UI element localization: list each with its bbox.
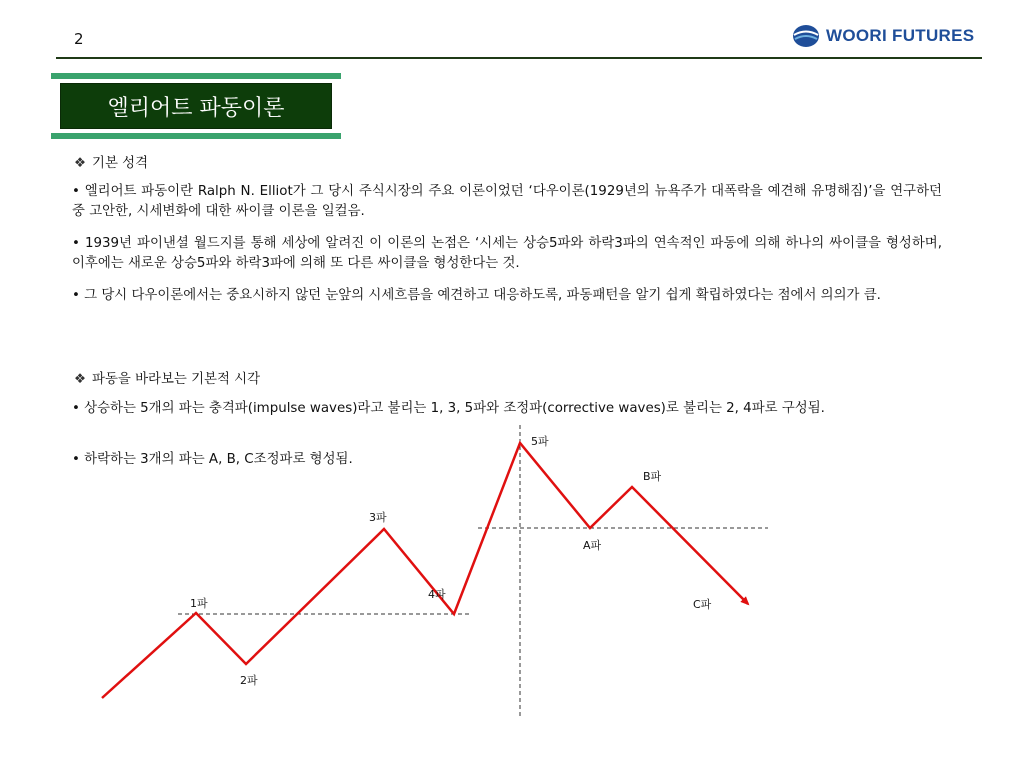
- wave-label-a: A파: [583, 539, 602, 552]
- brand-name: WOORI FUTURES: [826, 26, 975, 45]
- wave-label-1: 1파: [190, 597, 208, 610]
- wave-label-b: B파: [643, 470, 662, 483]
- diamond-bullet-icon: ❖: [74, 372, 87, 387]
- diamond-bullet-icon: ❖: [74, 156, 87, 171]
- paragraph: • 하락하는 3개의 파는 A, B, C조정파로 형성됨.: [72, 452, 353, 467]
- paragraph: • 그 당시 다우이론에서는 중요시하지 않던 눈앞의 시세흐름을 예견하고 대응하도록, 파동패턴을 알기 쉽게 확립하였다는 점에서 의의가 큼.: [72, 288, 881, 303]
- section-heading-text: 파동을 바라보는 기본적 시각: [92, 372, 261, 387]
- paragraph: • 상승하는 5개의 파는 충격파(impulse waves)라고 불리는 1, 3, 5파와 조정파(corrective waves)로 불리는 2, 4파로 구성됨.: [72, 401, 825, 416]
- wave-label-3: 3파: [369, 511, 387, 524]
- section-heading-text: 기본 성격: [92, 156, 149, 171]
- paragraph: • 1939년 파이낸셜 월드지를 통해 세상에 알려진 이 이론의 논점은 ‘시세는 상승5파와 하락3파의 연속적인 파동에 의해 하나의 싸이클을 형성하며, 이후에는 새로운 상승5파와 하락3파에 의해 또 다른 싸이클을 형성한다는 것.: [72, 236, 942, 271]
- paragraph: • 엘리어트 파동이란 Ralph N. Elliot가 그 당시 주식시장의 주요 이론이었던 ‘다우이론(1929년의 뉴욕주가 대폭락을 예견해 유명해짐)’을 연구하던 중 고안한, 시세변화에 대한 싸이클 이론을 일컬음.: [72, 184, 942, 219]
- page-number: 2: [74, 30, 84, 48]
- wave-label-c: C파: [693, 598, 712, 611]
- wave-label-5: 5파: [531, 435, 549, 448]
- wave-label-2: 2파: [240, 674, 258, 687]
- wave-label-4: 4파: [428, 588, 446, 601]
- slide-title: 엘리어트 파동이론: [60, 83, 332, 129]
